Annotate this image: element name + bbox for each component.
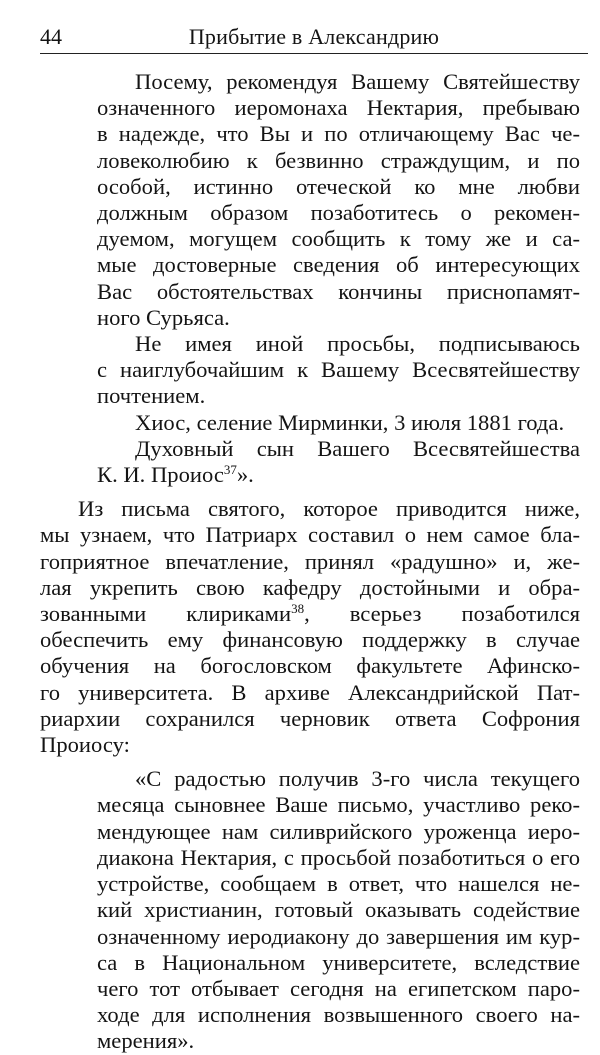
letter-paragraph-2 [97,331,580,410]
chapter-title: Прибытие в Александрию [188,24,440,49]
text-fragment: зованными клириками [40,601,292,627]
text-line: риархии сохранился черновик ответа Софрония [40,705,580,731]
text-line: обучения на богословском факультете Афинско- [40,653,580,679]
text-line: диакона Нектария, с просьбой позаботиться о его [97,844,580,870]
text-line: Посему, рекомендуя Вашему Святейшеству [135,69,580,94]
text-line: Не имея иной просьбы, подписываюсь [135,331,580,357]
text-line: Из письма святого, которое приводится ниже, [78,496,580,522]
text-line: с наиглубочайшим к Вашему Всесвятейшеству [97,357,580,383]
signature-name: К. И. Проиос [97,462,224,488]
text-line: устройстве, сообщаем в ответ, что нашелся не- [97,871,580,897]
text-line: гоприятное впечатление, принял «радушно» и, же- [40,548,580,574]
text-line-with-footnote [40,601,580,627]
closing-quote: ». [236,462,254,488]
text-line: обеспечить ему финансовую поддержку в случае [40,627,580,653]
letter-signature [97,462,580,488]
text-line: са в Национальном университете, вследствие [97,949,580,975]
letter-place-date: Хиос, селение Мирминки, 3 июля 1881 года. [135,409,565,435]
text-line: должным образом позаботитесь о рекомен- [97,200,580,226]
text-line: кий христианин, готовый оказывать содействие [97,897,580,923]
footnote-ref-37[interactable]: 37 [223,462,237,478]
text-line: месяца сыновнее Ваше письмо, участливо реко- [97,792,580,818]
text-line: ходе для исполнения возвышенного своего на- [97,1002,580,1028]
text-line: ловеколюбию к безвинно страждущим, и по [97,147,580,173]
main-paragraph [40,496,580,758]
text-line: чего тот отбывает сегодня на египетском паро- [97,975,580,1001]
page-number: 44 [40,24,62,49]
text-line: «С радостью получив 3-го числа текущего [135,766,580,792]
footnote-ref-38[interactable]: 38 [291,601,305,617]
text-line: мы узнаем, что Патриарх составил о нем самое бла- [40,522,580,548]
letter-signature-line: Духовный сын Вашего Всесвятейшества [135,435,580,461]
text-line: Вас обстоятельствах кончины приснопамят- [97,278,580,304]
text-fragment: , всерьез позаботился [304,601,581,627]
letter-paragraph-1 [97,69,580,331]
text-line: почтением. [97,383,206,409]
text-line: мендующее нам силиврийского уроженца иеро- [97,818,580,844]
text-line: в надежде, что Вы и по отличающему Вас че- [97,121,580,147]
page-content [40,69,588,1055]
text-line: го университета. В архиве Александрийской Пат- [40,679,580,705]
text-line: ного Сурьяса. [97,304,230,330]
text-line: Проиосу: [40,732,130,758]
text-line: мые достоверные сведения об интересующих [97,252,580,278]
text-line: особой, истинно отеческой ко мне любви [97,173,580,199]
text-line: означенного иеромонаха Нектария, пребываю [97,95,580,121]
text-line: дуемом, могущем сообщить к тому же и са- [97,226,580,252]
text-line: означенному иеродиакону до завершения им кур- [97,923,580,949]
reply-quote [97,766,580,1054]
book-page [40,0,588,1055]
running-header [40,0,588,54]
text-line: лая укрепить свою кафедру достойными и обра- [40,574,580,600]
letter-quote [97,69,580,488]
text-line: мерения». [97,1028,195,1054]
